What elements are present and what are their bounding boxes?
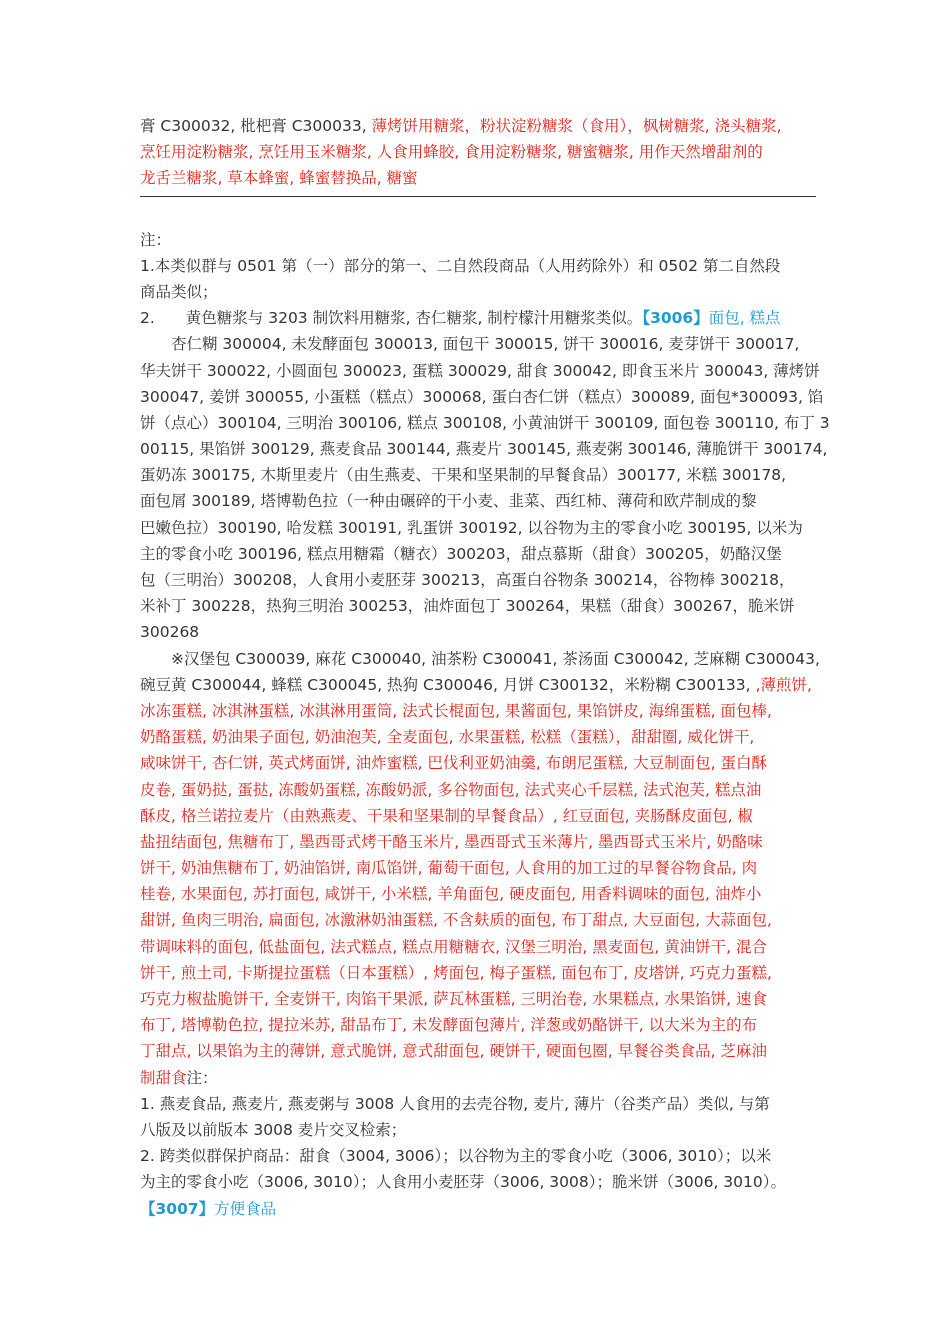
highlighted-text: 丁甜点, 以果馅为主的薄饼, 意式脆饼, 意式甜面包, 硬饼干, 硬面包圈, 早餐谷类食品, 芝麻油	[140, 1042, 767, 1061]
highlighted-text: 甜饼, 鱼肉三明治, 扁面包, 冰激淋奶油蛋糕, 不含麸质的面包, 布丁甜点, 大豆面包, 大蒜面包,	[140, 911, 772, 930]
document-page	[140, 113, 830, 1222]
body-text: 巴嫩色拉）300190, 哈发糕 300191, 乳蛋饼 300192, 以谷物为主的零食小吃 300195, 以米为	[140, 518, 803, 537]
highlighted-text: 巧克力椒盐脆饼干, 全麦饼干, 肉馅干果派, 萨瓦林蛋糕, 三明治卷, 水果糕点, 水果馅饼, 速食	[140, 990, 767, 1008]
body-text: 1. 燕麦食品, 燕麦片, 燕麦粥与 3008 人食用的去壳谷物, 麦片, 薄片（谷类产品）类似, 与第	[140, 1094, 770, 1113]
highlighted-text: 奶酪蛋糕, 奶油果子面包, 奶油泡芙, 全麦面包, 水果蛋糕, 松糕（蛋糕），甜甜圈, 威化饼干,	[140, 728, 755, 747]
body-text: 1.本类似群与 0501 第（一）部分的第一、二自然段商品（人用药除外）和 0502 第二自然段	[140, 256, 781, 275]
text-line	[140, 672, 816, 698]
text-line	[140, 777, 816, 803]
body-text: ※汉堡包 C300039, 麻花 C300040, 油茶粉 C300041, 茶汤面 C300042, 芝麻糊 C300043,	[140, 649, 820, 668]
text-line	[140, 515, 816, 541]
text-line	[140, 305, 816, 331]
text-line	[140, 698, 816, 724]
body-text: 饼（点心）300104, 三明治 300106, 糕点 300108, 小黄油饼干 300109, 面包卷 300110, 布丁 3	[140, 413, 830, 432]
highlighted-text: 龙舌兰糖浆, 草本蜂蜜, 蜂蜜替换品, 糖蜜	[140, 169, 418, 188]
text-line	[140, 384, 824, 410]
text-line	[140, 165, 816, 191]
body-text: 2. 黄色糖浆与 3203 制饮料用糖浆, 杏仁糖浆, 制柠檬汁用糖浆类似。	[140, 309, 643, 328]
text-line	[140, 279, 816, 305]
body-text: 00115, 果馅饼 300129, 燕麦食品 300144, 燕麦片 300145, 燕麦粥 300146, 薄脆饼干 300174,	[140, 440, 828, 459]
text-line	[140, 488, 816, 514]
highlighted-text: 薄烤饼用糖浆，粉状淀粉糖浆（食用），枫树糖浆, 浇头糖浆,	[371, 117, 782, 135]
text-line	[140, 227, 816, 253]
body-text: 膏 C300032, 枇杷膏 C300033,	[140, 117, 372, 135]
text-line	[140, 646, 820, 672]
text-line	[140, 934, 816, 960]
text-line	[140, 436, 828, 462]
body-text: 华夫饼干 300022, 小圆面包 300023, 蛋糕 300029, 甜食 300042, 即食玉米片 300043, 薄烤饼	[140, 361, 820, 380]
text-line	[140, 1169, 816, 1195]
body-text: 米补丁 300228，热狗三明治 300253，油炸面包丁 300264，果糕（甜食）300267，脆米饼	[140, 597, 795, 616]
text-line	[140, 724, 816, 750]
body-text: 杏仁糊 300004, 未发酵面包 300013, 面包干 300015, 饼干 300016, 麦芽饼干 300017,	[140, 335, 800, 354]
body-text: 八版及以前版本 3008 麦片交叉检索；	[140, 1120, 407, 1139]
text-line	[140, 619, 816, 645]
text-line	[140, 829, 816, 855]
text-line	[140, 462, 816, 488]
body-text: 主的零食小吃 300196, 糕点用糖霜（糖衣）300203，甜点慕斯（甜食）300205，奶酪汉堡	[140, 544, 782, 563]
text-line	[140, 567, 816, 593]
body-text: 包（三明治）300208，人食用小麦胚芽 300213，高蛋白谷物条 300214，谷物棒 300218，	[140, 571, 795, 589]
body-text: 300268	[140, 623, 200, 642]
body-text: 注：	[140, 230, 172, 249]
text-line	[140, 139, 816, 165]
highlighted-text: ,薄煎饼,	[755, 675, 812, 694]
class-heading: 方便食品	[214, 1199, 277, 1218]
text-line	[140, 986, 816, 1012]
text-line	[140, 331, 816, 357]
text-line	[140, 1038, 816, 1064]
highlighted-text: 带调味料的面包, 低盐面包, 法式糕点, 糕点用糖糖衣, 汉堡三明治, 黑麦面包, 黄油饼干, 混合	[140, 937, 767, 956]
text-line	[140, 855, 816, 881]
text-line	[140, 1012, 816, 1038]
text-line	[140, 593, 816, 619]
body-text: 为主的零食小吃（3006, 3010）；人食用小麦胚芽（3006, 3008）；脆米饼（3006, 3010）。	[140, 1173, 786, 1192]
body-text: 蛋奶冻 300175, 木斯里麦片（由生燕麦、干果和坚果制的早餐食品）300177, 米糕 300178,	[140, 466, 786, 485]
highlighted-text: 盐扭结面包, 焦糖布丁, 墨西哥式烤干酪玉米片, 墨西哥式玉米薄片, 墨西哥式玉米片, 奶酪味	[140, 832, 763, 851]
text-line	[140, 358, 820, 384]
highlighted-text: 饼干, 煎土司, 卡斯提拉蛋糕（日本蛋糕）, 烤面包, 梅子蛋糕, 面包布丁, 皮塔饼, 巧克力蛋糕,	[140, 963, 772, 982]
text-line	[140, 253, 816, 279]
text-line	[140, 541, 816, 567]
text-line	[140, 881, 816, 907]
text-line	[140, 1196, 816, 1222]
body-text: 面包屑 300189, 塔博勒色拉（一种由碾碎的干小麦、韭菜、西红柿、薄荷和欧芹制成的黎	[140, 492, 757, 511]
text-line	[140, 1143, 816, 1169]
highlighted-text: 饼干, 奶油焦糖布丁, 奶油馅饼, 南瓜馅饼, 葡萄干面包, 人食用的加工过的早餐谷物食品, 肉	[140, 859, 758, 878]
highlighted-text: 酥皮, 格兰诺拉麦片（由熟燕麦、干果和坚果制的早餐食品）, 红豆面包, 夹肠酥皮面包, 椒	[140, 806, 753, 825]
body-text: 2. 跨类似群保护商品：甜食（3004, 3006）；以谷物为主的零食小吃（3006, 3010）；以米	[140, 1147, 772, 1166]
text-line	[140, 803, 816, 829]
text-line	[140, 113, 816, 139]
body-text: 碗豆黄 C300044, 蜂糕 C300045, 热狗 C300046, 月饼 C300132，米粉糊 C300133,	[140, 675, 756, 694]
class-heading: 【3007】	[140, 1199, 215, 1218]
highlighted-text: 布丁, 塔博勒色拉, 提拉米苏, 甜品布丁, 未发酵面包薄片, 洋葱或奶酪饼干, 以大米为主的布	[140, 1016, 758, 1035]
text-line	[140, 1117, 816, 1143]
class-heading: 面包, 糕点	[708, 309, 781, 328]
highlighted-text: 皮卷, 蛋奶挞, 蛋挞, 冻酸奶蛋糕, 冻酸奶派, 多谷物面包, 法式夹心千层糕, 法式泡芙, 糕点油	[140, 780, 762, 799]
highlighted-text: 制甜食	[140, 1068, 187, 1087]
highlighted-text: 烹饪用淀粉糖浆, 烹饪用玉米糖浆, 人食用蜂胶, 食用淀粉糖浆, 糖蜜糖浆, 用作天然增甜剂的	[140, 143, 763, 162]
text-line	[140, 1065, 816, 1091]
text-line	[140, 1091, 816, 1117]
text-line	[140, 960, 816, 986]
highlighted-text: 咸味饼干, 杏仁饼, 英式烤面饼, 油炸蜜糕, 巴伐利亚奶油羹, 布朗尼蛋糕, 大豆制面包, 蛋白酥	[140, 754, 767, 773]
class-heading: 【3006】	[642, 309, 709, 328]
body-text: 商品类似；	[140, 282, 218, 301]
spacer	[140, 197, 816, 227]
body-text: 300047, 姜饼 300055, 小蛋糕（糕点）300068, 蛋白杏仁饼（糕点）300089, 面包*300093, 馅	[140, 387, 824, 406]
highlighted-text: 冰冻蛋糕, 冰淇淋蛋糕, 冰淇淋用蛋筒, 法式长棍面包, 果酱面包, 果馅饼皮, 海绵蛋糕, 面包棒,	[140, 701, 772, 720]
text-line	[140, 907, 816, 933]
body-text: 注：	[186, 1068, 218, 1087]
text-line	[140, 410, 830, 436]
text-line	[140, 750, 816, 776]
highlighted-text: 桂卷, 水果面包, 苏打面包, 咸饼干, 小米糕, 羊角面包, 硬皮面包, 用香料调味的面包, 油炸小	[140, 885, 762, 904]
